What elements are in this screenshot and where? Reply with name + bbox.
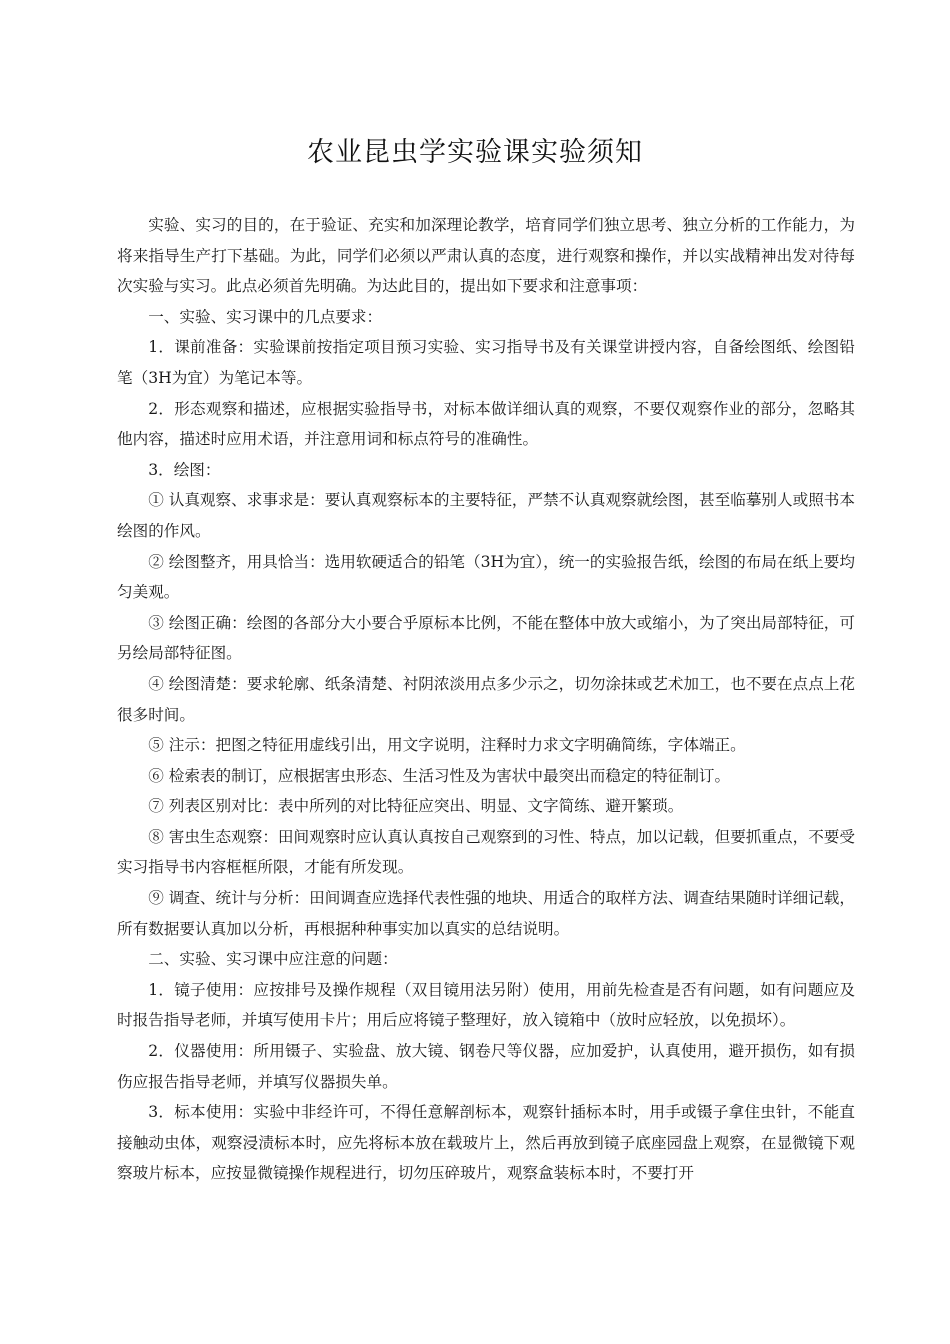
list-item: ⑨ 调查、统计与分析：田间调查应选择代表性强的地块、用适合的取样方法、调查结果随时详细记载，所有数据要认真加以分析，再根据种种事实加以真实的总结说明。 <box>117 889 855 938</box>
paragraph: 2．形态观察和描述，应根据实验指导书，对标本做详细认真的观察，不要仅观察作业的部分，忽略其他内容，描述时应用术语，并注意用词和标点符号的准确性。 <box>117 399 855 449</box>
section-heading: 一、实验、实习课中的几点要求： <box>148 307 383 326</box>
paragraph: 3．绘图： <box>148 460 221 479</box>
document-body <box>117 210 855 1189</box>
list-item: ④ 绘图清楚：要求轮廓、纸条清楚、衬阴浓淡用点多少示之，切勿涂抹或艺术加工，也不要在点点上花很多时间。 <box>117 674 855 724</box>
paragraph: 1．镜子使用：应按排号及操作规程（双目镜用法另附）使用，用前先检查是否有问题，如有问题应及时报告指导老师，并填写使用卡片；用后应将镜子整理好，放入镜箱中（放时应轻放，以免损坏）。 <box>117 980 855 1030</box>
list-item: ⑤ 注示：把图之特征用虚线引出，用文字说明，注释时力求文字明确简练，字体端正。 <box>148 736 746 755</box>
document-title: 农业昆虫学实验课实验须知 <box>307 137 643 168</box>
paragraph: 1．课前准备：实验课前按指定项目预习实验、实习指导书及有关课堂讲授内容，自备绘图纸、绘图铅笔（3H为宜）为笔记本等。 <box>117 338 855 387</box>
list-item: ① 认真观察、求事求是：要认真观察标本的主要特征，严禁不认真观察就绘图，甚至临摹别人或照书本绘图的作风。 <box>117 491 855 540</box>
list-item: ⑥ 检索表的制订，应根据害虫形态、生活习性及为害状中最突出而稳定的特征制订。 <box>148 766 731 785</box>
paragraph: 3．标本使用：实验中非经许可，不得任意解剖标本，观察针插标本时，用手或镊子拿住虫针，不能直接触动虫体，观察浸渍标本时，应先将标本放在载玻片上，然后再放到镜子底座园盘上观察，在显微镜下观察玻片标本，应按显微镜操作规程进行，切勿压碎玻片，观察盒装标本时，不要打开 <box>117 1103 855 1183</box>
list-item: ③ 绘图正确：绘图的各部分大小要合乎原标本比例，不能在整体中放大或缩小，为了突出局部特征，可另绘局部特征图。 <box>117 613 855 663</box>
section-heading: 二、实验、实习课中应注意的问题： <box>148 950 398 969</box>
list-item: ② 绘图整齐，用具恰当：选用软硬适合的铅笔（3H为宜），统一的实验报告纸，绘图的布局在纸上要均匀美观。 <box>117 552 855 602</box>
list-item: ⑧ 害虫生态观察：田间观察时应认真认真按自己观察到的习性、特点，加以记载，但要抓重点，不要受实习指导书内容框框所限，才能有所发现。 <box>117 827 855 877</box>
list-item: ⑦ 列表区别对比：表中所列的对比特征应突出、明显、文字简练、避开繁琐。 <box>148 797 684 816</box>
paragraph: 2．仪器使用：所用镊子、实验盘、放大镜、钢卷尺等仪器，应加爱护，认真使用，避开损伤，如有损伤应报告指导老师，并填写仪器损失单。 <box>117 1042 855 1091</box>
intro-paragraph: 实验、实习的目的，在于验证、充实和加深理论教学，培育同学们独立思考、独立分析的工作能力，为将来指导生产打下基础。为此，同学们必须以严肃认真的态度，进行观察和操作，并以实战精神出发对待每次实验与实习。此点必须首先明确。为达此目的，提出如下要求和注意事项： <box>117 216 855 296</box>
